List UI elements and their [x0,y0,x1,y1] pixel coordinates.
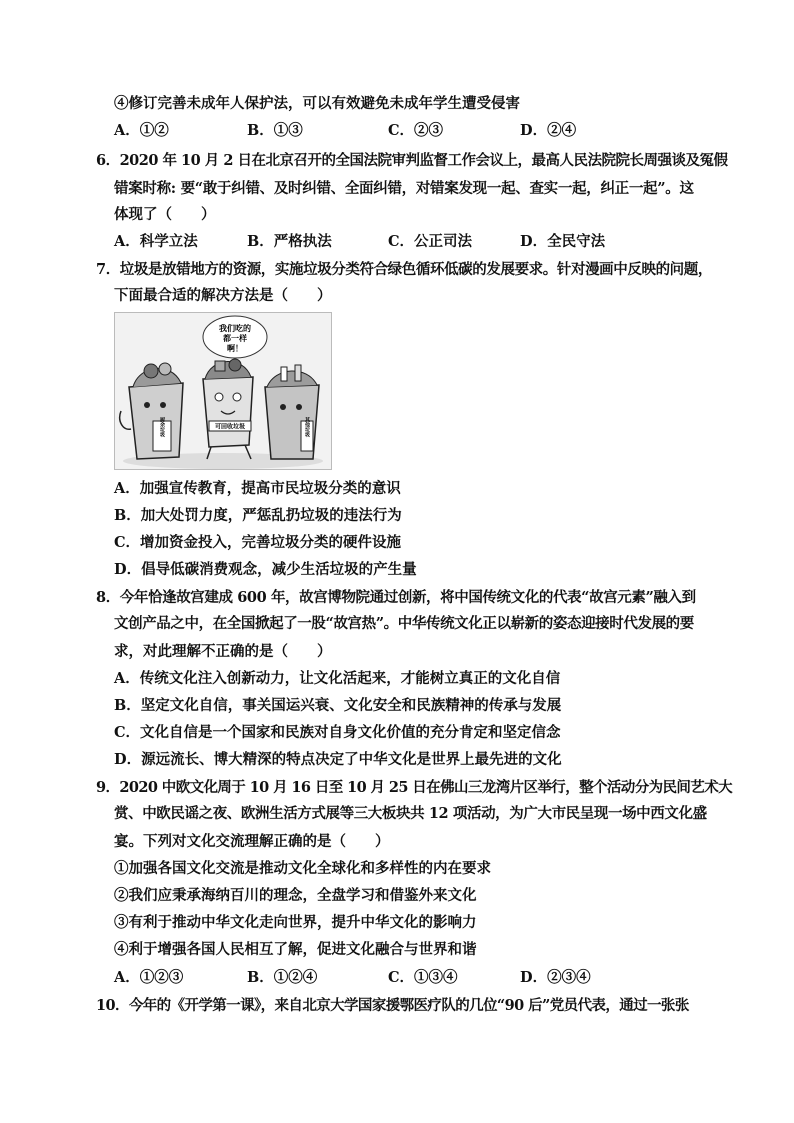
q6-option-d[interactable]: D．全民守法 [520,233,606,250]
q9-item-1: ①加强各国文化交流是推动文化全球化和多样性的内在要求 [114,860,491,877]
q9-option-d[interactable]: D．②③④ [520,969,591,986]
q9-item-3: ③有利于推动中华文化走向世界，提升中华文化的影响力 [114,914,477,931]
q9-stem-line-3: 宴。下列对文化交流理解正确的是（ ） [114,833,390,850]
q8-option-c[interactable]: C．文化自信是一个国家和民族对自身文化价值的充分肯定和坚定信念 [114,724,561,741]
q9-stem-line-1: 9．2020 中欧文化周于 10 月 16 日至 10 月 25 日在佛山三龙湾片区举行，整个活动分为民间艺术大 [96,779,732,796]
q8-option-b[interactable]: B．坚定文化自信，事关国运兴衰、文化安全和民族精神的传承与发展 [114,697,562,714]
kitchen-waste-label: 厨余垃圾 [159,417,165,437]
carry-over-option-a[interactable]: A．①② [114,122,169,139]
recyclable-waste-bin [203,359,253,459]
bubble-line-3: 啊！ [227,344,243,353]
carry-over-option-d[interactable]: D．②④ [520,122,577,139]
q8-stem-line-1: 8．今年恰逢故宫建成 600 年，故宫博物院通过创新，将中国传统文化的代表“故宫元素”融入到 [96,589,696,606]
q9-stem-line-2: 赏、中欧民谣之夜、欧洲生活方式展等三大板块共 12 项活动，为广大市民呈现一场中西文化盛 [114,805,707,822]
q8-option-d[interactable]: D．源远流长、博大精深的特点决定了中华文化是世界上最先进的文化 [114,751,562,768]
other-waste-bin [265,365,319,459]
carry-over-item-4: ④修订完善未成年人保护法，可以有效避免未成年学生遭受侵害 [114,95,520,112]
carry-over-option-b[interactable]: B．①③ [247,122,303,139]
q7-option-d[interactable]: D．倡导低碳消费观念，减少生活垃圾的产生量 [114,561,417,578]
cartoon-illustration [115,313,331,469]
q9-item-2: ②我们应秉承海纳百川的理念，全盘学习和借鉴外来文化 [114,887,477,904]
q7-option-b[interactable]: B．加大处罚力度，严惩乱扔垃圾的违法行为 [114,507,402,524]
other-waste-label: 其他垃圾 [304,417,310,437]
q7-option-c[interactable]: C．增加资金投入，完善垃圾分类的硬件设施 [114,534,402,551]
q7-stem-line-2: 下面最合适的解决方法是（ ） [114,287,332,304]
q6-option-c[interactable]: C．公正司法 [388,233,473,250]
q8-stem-line-3: 求，对此理解不正确的是（ ） [114,643,332,660]
q7-option-a[interactable]: A．加强宣传教育，提高市民垃圾分类的意识 [114,480,401,497]
q6-stem-line-2: 错案时称: 要“敢于纠错、及时纠错、全面纠错，对错案发现一起、查实一起，纠正一起”。这 [114,180,694,197]
q9-option-c[interactable]: C．①③④ [388,969,458,986]
q6-stem-line-1: 6．2020 年 10 月 2 日在北京召开的全国法院审判监督工作会议上，最高人民法院院长周强谈及冤假 [96,152,728,169]
garbage-sorting-cartoon [114,312,332,470]
carry-over-option-c[interactable]: C．②③ [388,122,444,139]
q9-option-b[interactable]: B．①②④ [247,969,318,986]
recyclable-label: 可回收垃圾 [214,423,246,431]
q8-option-a[interactable]: A．传统文化注入创新动力，让文化活起来，才能树立真正的文化自信 [114,670,561,687]
q8-stem-line-2: 文创产品之中，在全国掀起了一股“故宫热”。中华传统文化正以崭新的姿态迎接时代发展的要 [114,615,694,632]
bubble-line-2: 都一样 [223,334,247,343]
q7-stem-line-1: 7．垃圾是放错地方的资源，实施垃圾分类符合绿色循环低碳的发展要求。针对漫画中反映的问题， [96,261,712,278]
q6-option-a[interactable]: A．科学立法 [114,233,198,250]
bubble-line-1: 我们吃的 [219,324,251,333]
q10-stem-line-1: 10．今年的《开学第一课》，来自北京大学国家援鄂医疗队的几位“90 后”党员代表，通过一张张 [96,997,689,1014]
q6-option-b[interactable]: B．严格执法 [247,233,332,250]
q9-item-4: ④利于增强各国人民相互了解，促进文化融合与世界和谐 [114,941,477,958]
q9-option-a[interactable]: A．①②③ [114,969,184,986]
q6-stem-line-3: 体现了（ ） [114,206,216,223]
